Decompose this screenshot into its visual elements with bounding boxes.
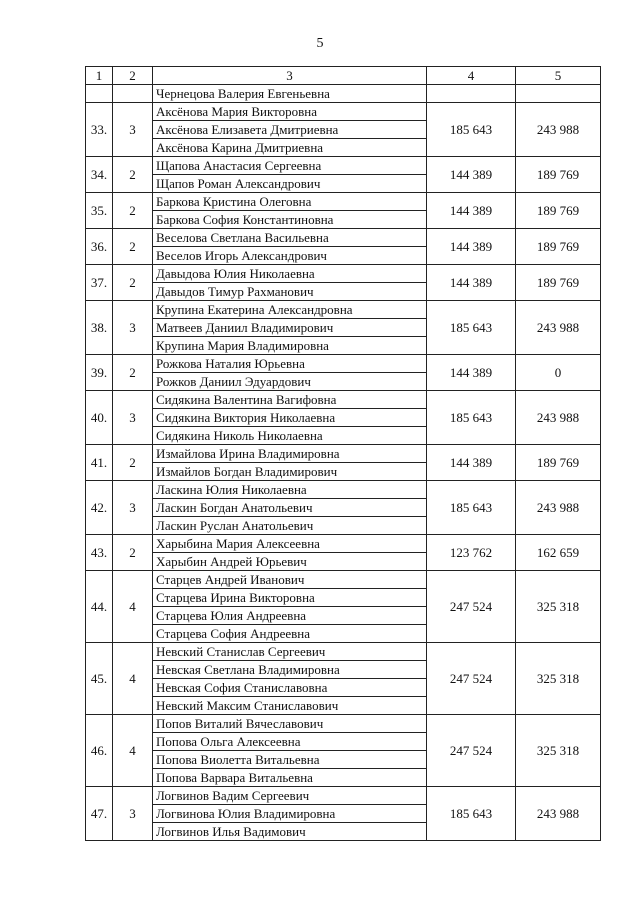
member-count: 2: [113, 157, 153, 193]
table-row: [86, 157, 601, 175]
person-name: Давыдов Тимур Рахманович: [153, 283, 427, 301]
amount-col5: 243 988: [516, 391, 601, 445]
amount-col5: 243 988: [516, 481, 601, 535]
row-number: 46.: [86, 715, 113, 787]
amount-col4: 185 643: [427, 103, 516, 157]
person-name: Логвинов Илья Вадимович: [153, 823, 427, 841]
person-name: Щапова Анастасия Сергеевна: [153, 157, 427, 175]
table-row: [86, 391, 601, 409]
row-number: 47.: [86, 787, 113, 841]
table-row: [86, 787, 601, 805]
row-number: 39.: [86, 355, 113, 391]
row-number: 33.: [86, 103, 113, 157]
amount-col5: [516, 85, 601, 103]
member-count: 3: [113, 103, 153, 157]
person-name: Измайлов Богдан Владимирович: [153, 463, 427, 481]
person-name: Давыдова Юлия Николаевна: [153, 265, 427, 283]
person-name: Щапов Роман Александрович: [153, 175, 427, 193]
person-name: Веселова Светлана Васильевна: [153, 229, 427, 247]
row-number: 42.: [86, 481, 113, 535]
person-name: Попова Ольга Алексеевна: [153, 733, 427, 751]
table-row: [86, 265, 601, 283]
person-name: Ласкин Богдан Анатольевич: [153, 499, 427, 517]
table-row: [86, 643, 601, 661]
member-count: 2: [113, 193, 153, 229]
amount-col5: 189 769: [516, 157, 601, 193]
person-name: Веселов Игорь Александрович: [153, 247, 427, 265]
person-name: Попова Виолетта Витальевна: [153, 751, 427, 769]
person-name: Невская София Станиславовна: [153, 679, 427, 697]
row-number: 41.: [86, 445, 113, 481]
row-number: 34.: [86, 157, 113, 193]
person-name: Рожков Даниил Эдуардович: [153, 373, 427, 391]
beneficiaries-table: [85, 66, 601, 841]
member-count: 4: [113, 715, 153, 787]
amount-col5: 325 318: [516, 715, 601, 787]
member-count: 2: [113, 265, 153, 301]
row-number: 38.: [86, 301, 113, 355]
member-count: 3: [113, 481, 153, 535]
table-row: [86, 355, 601, 373]
amount-col4: 144 389: [427, 265, 516, 301]
amount-col5: 325 318: [516, 643, 601, 715]
amount-col5: 189 769: [516, 229, 601, 265]
person-name: Невский Максим Станиславович: [153, 697, 427, 715]
table-row: [86, 103, 601, 121]
person-name: Чернецова Валерия Евгеньевна: [153, 85, 427, 103]
header-cell-2: 2: [113, 67, 153, 85]
member-count: 3: [113, 391, 153, 445]
header-cell-5: 5: [516, 67, 601, 85]
amount-col4: 247 524: [427, 643, 516, 715]
person-name: Аксёнова Мария Викторовна: [153, 103, 427, 121]
row-number: 40.: [86, 391, 113, 445]
amount-col4: 144 389: [427, 157, 516, 193]
table-row: [86, 535, 601, 553]
member-count: 3: [113, 301, 153, 355]
person-name: Сидякина Виктория Николаевна: [153, 409, 427, 427]
person-name: Матвеев Даниил Владимирович: [153, 319, 427, 337]
table-body: [86, 67, 601, 841]
amount-col5: 162 659: [516, 535, 601, 571]
member-count: [113, 85, 153, 103]
header-cell-3: 3: [153, 67, 427, 85]
row-number: 43.: [86, 535, 113, 571]
amount-col4: 123 762: [427, 535, 516, 571]
amount-col4: 144 389: [427, 355, 516, 391]
person-name: Попова Варвара Витальевна: [153, 769, 427, 787]
member-count: 2: [113, 445, 153, 481]
person-name: Крупина Екатерина Александровна: [153, 301, 427, 319]
member-count: 2: [113, 535, 153, 571]
person-name: Старцев Андрей Иванович: [153, 571, 427, 589]
amount-col5: 243 988: [516, 301, 601, 355]
person-name: Баркова Кристина Олеговна: [153, 193, 427, 211]
amount-col4: 185 643: [427, 391, 516, 445]
amount-col5: 325 318: [516, 571, 601, 643]
amount-col5: 189 769: [516, 193, 601, 229]
person-name: Крупина Мария Владимировна: [153, 337, 427, 355]
person-name: Аксёнова Елизавета Дмитриевна: [153, 121, 427, 139]
person-name: Ласкин Руслан Анатольевич: [153, 517, 427, 535]
amount-col4: 144 389: [427, 229, 516, 265]
row-number: 35.: [86, 193, 113, 229]
member-count: 2: [113, 355, 153, 391]
row-number: 44.: [86, 571, 113, 643]
person-name: Сидякина Николь Николаевна: [153, 427, 427, 445]
amount-col5: 243 988: [516, 787, 601, 841]
table-row: [86, 229, 601, 247]
amount-col4: 144 389: [427, 193, 516, 229]
amount-col4: [427, 85, 516, 103]
person-name: Рожкова Наталия Юрьевна: [153, 355, 427, 373]
person-name: Логвинов Вадим Сергеевич: [153, 787, 427, 805]
amount-col5: 189 769: [516, 265, 601, 301]
row-number: [86, 85, 113, 103]
amount-col4: 185 643: [427, 301, 516, 355]
person-name: Попов Виталий Вячеславович: [153, 715, 427, 733]
amount-col4: 247 524: [427, 715, 516, 787]
header-cell-1: 1: [86, 67, 113, 85]
person-name: Баркова София Константиновна: [153, 211, 427, 229]
header-cell-4: 4: [427, 67, 516, 85]
member-count: 3: [113, 787, 153, 841]
person-name: Харыбина Мария Алексеевна: [153, 535, 427, 553]
person-name: Харыбин Андрей Юрьевич: [153, 553, 427, 571]
continuation-row: [86, 85, 601, 103]
person-name: Измайлова Ирина Владимировна: [153, 445, 427, 463]
page-number: 5: [316, 36, 324, 51]
amount-col5: 243 988: [516, 103, 601, 157]
amount-col4: 247 524: [427, 571, 516, 643]
row-number: 45.: [86, 643, 113, 715]
person-name: Невская Светлана Владимировна: [153, 661, 427, 679]
person-name: Аксёнова Карина Дмитриевна: [153, 139, 427, 157]
row-number: 36.: [86, 229, 113, 265]
amount-col5: 0: [516, 355, 601, 391]
table-row: [86, 715, 601, 733]
member-count: 4: [113, 643, 153, 715]
person-name: Сидякина Валентина Вагифовна: [153, 391, 427, 409]
person-name: Старцева София Андреевна: [153, 625, 427, 643]
table-row: [86, 445, 601, 463]
person-name: Старцева Юлия Андреевна: [153, 607, 427, 625]
member-count: 4: [113, 571, 153, 643]
row-number: 37.: [86, 265, 113, 301]
person-name: Логвинова Юлия Владимировна: [153, 805, 427, 823]
table-row: [86, 571, 601, 589]
table-row: [86, 481, 601, 499]
table-header-row: [86, 67, 601, 85]
amount-col5: 189 769: [516, 445, 601, 481]
amount-col4: 185 643: [427, 787, 516, 841]
member-count: 2: [113, 229, 153, 265]
person-name: Старцева Ирина Викторовна: [153, 589, 427, 607]
person-name: Невский Станислав Сергеевич: [153, 643, 427, 661]
table-row: [86, 301, 601, 319]
person-name: Ласкина Юлия Николаевна: [153, 481, 427, 499]
amount-col4: 185 643: [427, 481, 516, 535]
table-row: [86, 193, 601, 211]
amount-col4: 144 389: [427, 445, 516, 481]
